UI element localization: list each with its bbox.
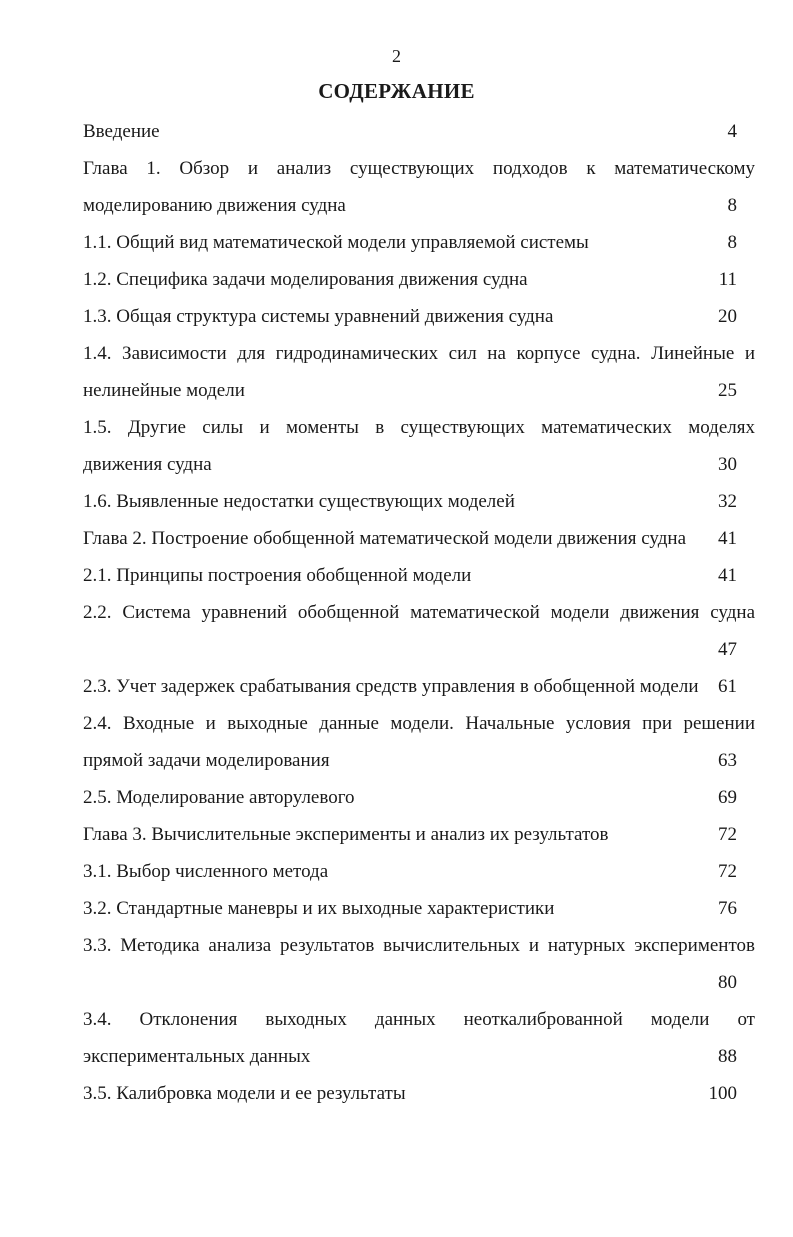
toc-entry-title: 1.1. Общий вид математической модели управляемой системы (83, 232, 589, 253)
toc-entry-1-3 (83, 298, 755, 335)
toc-entry-title-line-1: 1.4. Зависимости для гидродинамических сил на корпусе судна. Линейные и (83, 343, 755, 364)
toc-entry-1-4 (83, 335, 755, 409)
toc-entry-3-1 (83, 853, 755, 890)
toc-entry-title-line-1: Глава 1. Обзор и анализ существующих подходов к математическому (83, 158, 755, 179)
toc-entry-title: 3.1. Выбор численного метода (83, 861, 329, 882)
toc-entry-page: 4 (727, 121, 737, 142)
toc-entry-title-line-2: движения судна (83, 454, 212, 475)
toc-entry-title-line-2: моделированию движения судна (83, 195, 346, 216)
toc-entry-title: 1.6. Выявленные недостатки существующих моделей (83, 491, 515, 512)
toc-entry-page: 80 (718, 972, 737, 993)
toc-entry-3-2 (83, 890, 755, 927)
toc-entry-page: 11 (718, 269, 737, 290)
toc-entry-page: 72 (718, 861, 737, 882)
toc-entry-title-line-2: прямой задачи моделирования (83, 750, 330, 771)
toc-entry-1-2 (83, 261, 755, 298)
toc-entry-page: 61 (718, 676, 737, 697)
toc-entry-title-line-1: 3.4. Отклонения выходных данных неоткалиброванной модели от (83, 1009, 755, 1030)
toc-entry-title: 3.5. Калибровка модели и ее результаты (83, 1083, 406, 1104)
toc-entry-page: 8 (727, 232, 737, 253)
toc-entry-title: 2.2. Система уравнений обобщенной математической модели движения судна (83, 602, 755, 623)
toc-entry-chapter-3 (83, 816, 755, 853)
toc-entry-3-4 (83, 1001, 755, 1075)
toc-entry-title-line-1: 1.5. Другие силы и моменты в существующих математических моделях (83, 417, 755, 438)
toc-entry-title-line-1: 2.4. Входные и выходные данные модели. Начальные условия при решении (83, 713, 755, 734)
toc-entry-page: 63 (718, 750, 737, 771)
toc-entry-page: 8 (727, 195, 737, 216)
toc-entry-chapter-2 (83, 520, 755, 557)
toc-entry-2-2 (83, 594, 755, 668)
toc-heading: СОДЕРЖАНИЕ (318, 79, 475, 103)
toc-entry-page: 30 (718, 454, 737, 475)
toc-entry-page: 25 (718, 380, 737, 401)
toc-entry-chapter-1 (83, 150, 755, 224)
toc-entry-page: 41 (718, 528, 737, 549)
toc-entry-2-3 (83, 668, 755, 705)
toc-entry-page: 72 (718, 824, 737, 845)
toc-entry-title: 1.3. Общая структура системы уравнений движения судна (83, 306, 554, 327)
toc-entry-title: 2.3. Учет задержек срабатывания средств управления в обобщенной модели (83, 676, 699, 697)
table-of-contents (83, 113, 755, 1112)
toc-entry-page: 32 (718, 491, 737, 512)
toc-entry-1-1 (83, 224, 755, 261)
toc-entry-3-3 (83, 927, 755, 1001)
toc-entry-title: 2.1. Принципы построения обобщенной модели (83, 565, 472, 586)
toc-entry-1-6 (83, 483, 755, 520)
toc-entry-title: Глава 3. Вычислительные эксперименты и анализ их результатов (83, 824, 609, 845)
toc-entry-page: 20 (718, 306, 737, 327)
toc-entry-page: 47 (718, 639, 737, 660)
toc-entry-title: 1.2. Специфика задачи моделирования движения судна (83, 269, 528, 290)
toc-entry-page: 69 (718, 787, 737, 808)
toc-entry-title-line-2: нелинейные модели (83, 380, 245, 401)
toc-entry-title: 2.5. Моделирование авторулевого (83, 787, 355, 808)
toc-entry-title (83, 1001, 755, 1075)
page-number: 2 (392, 46, 401, 66)
toc-entry-1-5 (83, 409, 755, 483)
toc-entry-page: 76 (718, 898, 737, 919)
toc-entry-2-5 (83, 779, 755, 816)
toc-entry-title (83, 705, 755, 779)
toc-entry-title: 3.3. Методика анализа результатов вычислительных и натурных экспериментов (83, 935, 755, 956)
toc-entry-title (83, 409, 755, 483)
toc-entry-title-line-2: экспериментальных данных (83, 1046, 311, 1067)
toc-entry-title: 3.2. Стандартные маневры и их выходные характеристики (83, 898, 555, 919)
toc-entry-introduction (83, 113, 755, 150)
toc-entry-title: Глава 2. Построение обобщенной математической модели движения судна (83, 528, 686, 549)
toc-entry-page: 100 (708, 1083, 737, 1104)
toc-entry-page: 88 (718, 1046, 737, 1067)
toc-entry-2-4 (83, 705, 755, 779)
toc-entry-title (83, 150, 755, 224)
toc-entry-page: 41 (718, 565, 737, 586)
toc-entry-title (83, 335, 755, 409)
toc-entry-2-1 (83, 557, 755, 594)
toc-entry-3-5 (83, 1075, 755, 1112)
toc-entry-title: Введение (83, 121, 160, 142)
